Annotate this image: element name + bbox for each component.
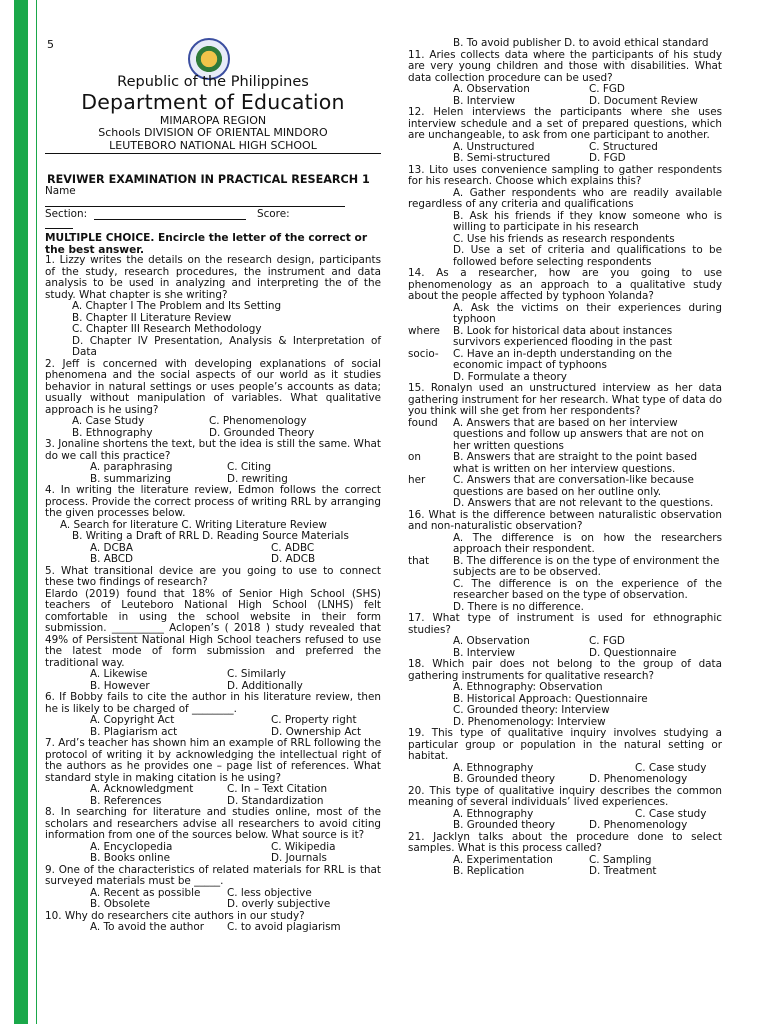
options-row bbox=[45, 416, 381, 428]
options-row bbox=[408, 84, 722, 96]
option: A. Likewise bbox=[90, 668, 148, 680]
options-row bbox=[45, 715, 381, 727]
option: C. Structured bbox=[589, 140, 658, 153]
options-row bbox=[408, 820, 722, 832]
option: C. to avoid plagiarism bbox=[227, 921, 341, 933]
option: A. paraphrasing bbox=[90, 461, 173, 473]
option: A. Ask the victims on their experiences during typhoon bbox=[453, 301, 722, 325]
option: D. Chapter IV Presentation, Analysis & Interpretation of Data bbox=[72, 334, 381, 358]
option: A. Ethnography bbox=[453, 761, 534, 774]
option: B. However bbox=[90, 679, 150, 692]
question-14: 14. As a researcher, how are you going to use phenomenology as an approach to a qualitative study about the people affected by typhoon Yolanda? bbox=[408, 267, 722, 302]
overflow-word: her bbox=[408, 474, 426, 486]
option: B. Semi-structured bbox=[453, 152, 551, 164]
option: D. Use a set of criteria and qualifications to be followed before selecting respondents bbox=[453, 244, 722, 268]
question-12: 12. Helen interviews the participants where she uses interview schedule and a set of prepared questions, which are unchangeable, to ask from one participant to another. bbox=[408, 106, 722, 141]
options-row bbox=[45, 462, 381, 474]
score-label: Score: bbox=[257, 208, 290, 220]
option: A. The difference is on how the researchers approach their respondent. bbox=[453, 531, 722, 555]
option: A. To avoid the author bbox=[90, 921, 205, 933]
option: A. Observation bbox=[453, 83, 530, 95]
question-15: 15. Ronalyn used an unstructured interview as her data gathering instrument for her research. What type of data do you think will she get from her respondents? bbox=[408, 382, 722, 417]
question-8: 8. In searching for literature and studies online, most of the scholars and researchers advise all researchers to avoid citing information from one of the sources below. What source is it? bbox=[45, 806, 381, 841]
option: C. Citing bbox=[227, 461, 272, 473]
question-1: 1. Lizzy writes the details on the research design, participants of the study, research procedures, the instrument and data analysis to be used in analyzing and interpreting the of the study. What chapter is she writing? bbox=[45, 254, 381, 301]
question-11: 11. Aries collects data where the participants of his study are very young children and those with disabilities. What data collection procedure can be used? bbox=[408, 48, 722, 84]
options-row bbox=[408, 774, 722, 786]
section-label: Section: bbox=[45, 208, 88, 220]
options-row bbox=[45, 899, 381, 911]
option: B. Interview bbox=[453, 94, 516, 107]
option: C. In – Text Citation bbox=[227, 783, 328, 795]
header-republic: Republic of the Philippines bbox=[117, 74, 309, 90]
option: D. Phenomenology: Interview bbox=[453, 715, 606, 728]
option: C. Sampling bbox=[589, 853, 652, 866]
option: D. ADCB bbox=[271, 553, 316, 565]
page-number: 5 bbox=[47, 38, 54, 51]
option: A. Answers that are based on her interview questions and follow up answers that are not on her written questions bbox=[453, 416, 704, 452]
option: C. Phenomenology bbox=[209, 415, 307, 427]
question-18: 18. Which pair does not belong to the group of data gathering instruments for qualitative research? bbox=[408, 658, 722, 682]
option: D. Journals bbox=[271, 852, 327, 864]
question-10: 10. Why do researchers cite authors in our study? bbox=[45, 909, 305, 922]
option: C. Have an in-depth understanding on the economic impact of typhoons bbox=[453, 347, 673, 371]
option-row bbox=[408, 349, 722, 372]
option: D. overly subjective bbox=[227, 898, 331, 910]
option: D. Phenomenology bbox=[589, 773, 688, 785]
option: A. Acknowledgment bbox=[90, 783, 194, 795]
option: C. Chapter III Research Methodology bbox=[72, 323, 262, 335]
option: B. References bbox=[90, 794, 162, 807]
option: D. Answers that are not relevant to the questions. bbox=[453, 497, 714, 509]
overflow-word: found bbox=[408, 416, 438, 429]
question-4: 4. In writing the literature review, Edmon follows the correct process. Provide the correct process of writing RRL by arranging the given processes below. bbox=[45, 484, 381, 519]
question-17: 17. What type of instrument is used for ethnographic studies? bbox=[408, 612, 722, 636]
option: A. Case Study bbox=[72, 415, 145, 427]
header-division: Schools DIVISION OF ORIENTAL MINDORO bbox=[98, 126, 328, 139]
option: B. Ethnography bbox=[72, 426, 153, 439]
option: B. Look for historical data about instances survivors experienced flooding in the past bbox=[453, 324, 673, 348]
question-5-passage: Elardo (2019) found that 18% of Senior High School (SHS) teachers of Leuteboro National High School (LNHS) felt comfortable in using the school website in their form submission. __________ Aclopen’s ( 2018 ) study revealed that 49% of Persistent National High School teachers refused to use the latest mode of form submission and preferred the traditional way. bbox=[45, 587, 381, 669]
header-department: Department of Education bbox=[81, 90, 345, 114]
instructions: MULTIPLE CHOICE. Encircle the letter of the correct or the best answer. bbox=[45, 232, 368, 256]
option: B. Books online bbox=[90, 852, 171, 864]
option: C. FGD bbox=[589, 83, 625, 95]
exam-title: REVIWER EXAMINATION IN PRACTICAL RESEARCH 1 bbox=[47, 173, 370, 186]
left-column-questions bbox=[45, 255, 381, 934]
option: C. Answers that are conversation-like because questions are based on her outline only. bbox=[453, 474, 694, 498]
header-region: MIMAROPA REGION bbox=[159, 114, 267, 127]
option: D. Standardization bbox=[227, 794, 324, 807]
option: A. Experimentation bbox=[453, 853, 553, 866]
question-2: 2. Jeff is concerned with developing explanations of social phenomena and the social aspects of our world as it studies behavior in natural settings or uses people’s accounts as data; usually without manipulation of variables. What qualitative approach is he using? bbox=[45, 357, 381, 416]
option: B. The difference is on the type of environment the subjects are to be observed. bbox=[453, 554, 720, 578]
question-16: 16. What is the difference between naturalistic observation and non-naturalistic observation? bbox=[408, 508, 722, 532]
options-row bbox=[408, 866, 722, 878]
option: D. Questionnaire bbox=[589, 646, 677, 659]
options-row bbox=[45, 784, 381, 796]
overflow-word: where bbox=[408, 324, 440, 337]
option: A. Observation bbox=[453, 635, 530, 647]
option: D. Treatment bbox=[589, 865, 657, 877]
option: A. Gather respondents who are readily available regardless of any criteria and qualifications bbox=[408, 186, 722, 210]
overflow-word: socio- bbox=[408, 347, 439, 360]
option: A. Copyright Act bbox=[90, 714, 175, 726]
overflow-word: on bbox=[408, 451, 421, 463]
option: A. Recent as possible bbox=[90, 886, 201, 899]
option-row bbox=[408, 326, 722, 349]
option: C. Wikipedia bbox=[271, 840, 336, 853]
option: B. Plagiarism act bbox=[90, 725, 178, 738]
options-row bbox=[408, 153, 722, 165]
option: D. rewriting bbox=[227, 472, 288, 485]
option: B. Replication bbox=[453, 865, 525, 877]
option: A. Unstructured bbox=[453, 140, 535, 153]
green-margin-bar bbox=[14, 0, 28, 1024]
process-list: A. Search for literature C. Writing Literature Review bbox=[60, 518, 327, 531]
right-column-questions bbox=[408, 38, 722, 878]
option: D. Additionally bbox=[227, 679, 303, 692]
option: D. Phenomenology bbox=[589, 819, 688, 831]
option: A. Ethnography bbox=[453, 807, 534, 820]
blank-line bbox=[45, 228, 73, 229]
options-row bbox=[45, 669, 381, 681]
process-list: B. Writing a Draft of RRL D. Reading Source Materials bbox=[72, 530, 349, 542]
question-6: 6. If Bobby fails to cite the author in his literature review, then he is likely to be charged of ________. bbox=[45, 691, 381, 715]
option: B. Grounded theory bbox=[453, 819, 556, 831]
option: B. Grounded theory bbox=[453, 773, 556, 785]
header-divider bbox=[45, 153, 381, 154]
option: D. Ownership Act bbox=[271, 725, 362, 738]
option: B. Historical Approach: Questionnaire bbox=[453, 692, 648, 705]
options-row bbox=[45, 853, 381, 865]
options-row bbox=[408, 636, 722, 648]
option: D. Document Review bbox=[589, 94, 698, 107]
option-row bbox=[408, 418, 722, 453]
option: C. The difference is on the experience of the researcher based on the type of observation. bbox=[453, 577, 722, 601]
option: C. Case study bbox=[635, 807, 707, 820]
option: A. DCBA bbox=[90, 541, 134, 554]
option: D. There is no difference. bbox=[453, 600, 584, 613]
option: C. Grounded theory: Interview bbox=[453, 704, 610, 716]
option: D. FGD bbox=[589, 152, 626, 164]
question-21: 21. Jacklyn talks about the procedure done to select samples. What is this process called? bbox=[408, 830, 722, 854]
option: D. Grounded Theory bbox=[209, 426, 315, 439]
overflow-word: that bbox=[408, 554, 430, 567]
question-13: 13. Lito uses convenience sampling to gather respondents for his research. Choose which explains this? bbox=[408, 163, 722, 187]
option: A. Encyclopedia bbox=[90, 840, 173, 853]
section-field-line[interactable] bbox=[94, 219, 246, 220]
question-20: 20. This type of qualitative inquiry describes the common meaning of several individuals’ lived experiences. bbox=[408, 784, 722, 808]
option: B. Interview bbox=[453, 646, 516, 659]
option: C. ADBC bbox=[271, 541, 315, 554]
option-row bbox=[408, 452, 722, 475]
option: D. Formulate a theory bbox=[453, 370, 567, 383]
option: C. Case study bbox=[635, 761, 707, 774]
option-row bbox=[408, 556, 722, 579]
option: A. Chapter I The Problem and Its Setting bbox=[72, 300, 282, 312]
name-field-line[interactable] bbox=[45, 206, 345, 207]
option: C. less objective bbox=[227, 886, 312, 899]
option: B. To avoid publisher D. to avoid ethical standard bbox=[453, 37, 709, 49]
option: B. summarizing bbox=[90, 472, 172, 485]
name-label: Name bbox=[45, 185, 76, 197]
option: B. ABCD bbox=[90, 553, 134, 565]
question-19: 19. This type of qualitative inquiry involves studying a particular group or population in the natural setting or habitat. bbox=[408, 727, 722, 762]
options-row bbox=[45, 554, 381, 566]
option: B. Answers that are straight to the point based what is written on her interview questions. bbox=[453, 451, 698, 475]
question-7: 7. Ard’s teacher has shown him an example of RRL following the protocol of writing it by acknowledging the intellectual right of the authors as he provides one – page list of references. What standard style in making citation is he using? bbox=[45, 737, 381, 784]
option: C. Similarly bbox=[227, 668, 286, 680]
option: C. FGD bbox=[589, 635, 625, 647]
option: A. Ethnography: Observation bbox=[453, 681, 603, 693]
option: C. Property right bbox=[271, 714, 357, 726]
header-school: LEUTEBORO NATIONAL HIGH SCHOOL bbox=[109, 139, 317, 152]
option: B. Chapter II Literature Review bbox=[72, 311, 232, 324]
green-margin-line bbox=[36, 0, 37, 1024]
question-5: 5. What transitional device are you going to use to connect these two findings of research? bbox=[45, 564, 381, 588]
option: B. Ask his friends if they know someone who is willing to participate in his research bbox=[453, 209, 722, 233]
question-3: 3. Jonaline shortens the text, but the idea is still the same. What do we call this practice? bbox=[45, 438, 381, 462]
option: B. Obsolete bbox=[90, 898, 151, 910]
option-row bbox=[408, 475, 722, 498]
options-row bbox=[45, 922, 381, 934]
question-9: 9. One of the characteristics of related materials for RRL is that surveyed materials must be _____. bbox=[45, 863, 381, 887]
option: C. Use his friends as research respondents bbox=[453, 232, 675, 245]
